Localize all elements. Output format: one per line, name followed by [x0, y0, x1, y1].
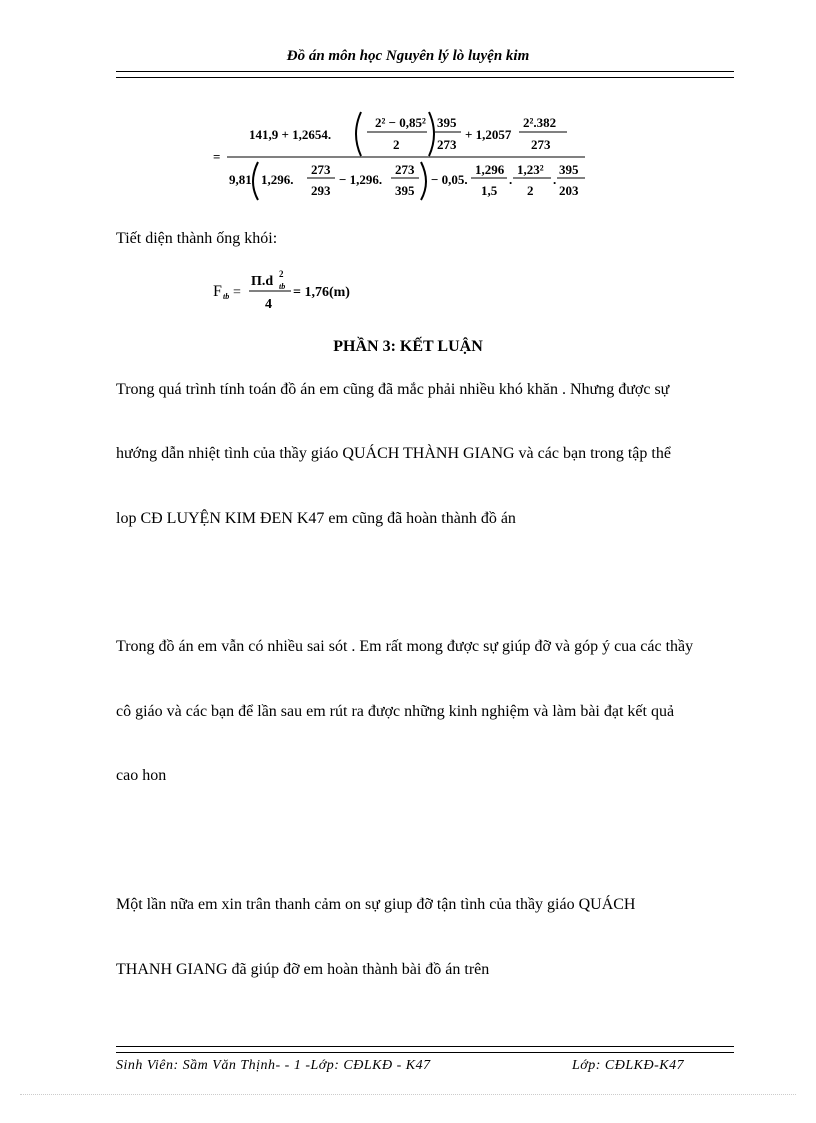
frac-d-num: 273 [311, 162, 331, 177]
formula-small-num-sub: tb [279, 282, 286, 291]
num-open-paren [356, 112, 361, 156]
header-rule [116, 71, 734, 78]
frac-f-den: 1,5 [481, 183, 498, 198]
frac-c-num: 2².382 [523, 115, 557, 130]
paragraph-1: Trong quá trình tính toán đồ án em cũng đã mắc phải nhiều khó khăn . Nhưng được sự [116, 381, 670, 398]
formula-chimney-area [213, 268, 373, 314]
den-term-5: . [509, 172, 513, 187]
formula-small-den: 4 [265, 297, 272, 312]
formula-lhs-sub: tb [223, 292, 230, 301]
den-close-paren [421, 162, 426, 200]
footer-class: Lớp: CĐLKĐ-K47 [572, 1058, 685, 1073]
paragraph-8: THANH GIANG đã giúp đỡ em hoàn thành bài đồ án trên [116, 961, 490, 978]
footer-rule [116, 1046, 734, 1053]
formula-small-rhs: = 1,76(m) [293, 285, 350, 300]
frac-g-den: 2 [527, 183, 534, 198]
formula-small-num-sup: 2 [279, 269, 284, 279]
frac-e-den: 395 [395, 183, 415, 198]
paragraph-5: cô giáo và các bạn để lần sau em rút ra được những kinh nghiệm và làm bài đạt kết quả [116, 703, 675, 720]
den-term-2: 1,296. [261, 172, 294, 187]
formula-equals: = [213, 149, 221, 164]
paragraph-3: lop CĐ LUYỆN KIM ĐEN K47 em cũng đã hoàn thành đồ án [116, 510, 516, 527]
frac-c-den: 273 [531, 137, 551, 152]
frac-b-den: 273 [437, 137, 457, 152]
paragraph-6: cao hon [116, 767, 167, 784]
document-header-title: Đồ án môn học Nguyên lý lò luyện kim [286, 48, 530, 64]
footer-student-info: Sinh Viên: Sầm Văn Thịnh- - 1 -Lớp: CĐLKĐ - K47 [116, 1058, 431, 1073]
frac-g-num: 1,23² [517, 162, 544, 177]
num-term-2: + 1,2057 [465, 127, 512, 142]
formula-draft-calculation [205, 104, 605, 204]
section-heading: PHẦN 3: KẾT LUẬN [333, 338, 483, 355]
paragraph-7: Một lần nữa em xin trân thanh cảm on sự giup đỡ tận tình của thầy giáo QUÁCH [116, 896, 636, 913]
page-bottom-border [20, 1094, 796, 1095]
frac-e-num: 273 [395, 162, 415, 177]
den-term-6: . [553, 172, 557, 187]
frac-f-num: 1,296 [475, 162, 505, 177]
frac-a-den: 2 [393, 137, 400, 152]
paragraph-4: Trong đồ án em vẫn có nhiều sai sót . Em rất mong được sự giúp đỡ và góp ý cua các thầy [116, 638, 694, 655]
den-term-3: − 1,296. [339, 172, 383, 187]
frac-a-num: 2² − 0,85² [375, 115, 426, 130]
section-label: Tiết diện thành ống khói: [116, 230, 278, 247]
frac-h-num: 395 [559, 162, 579, 177]
paragraph-2: hướng dẫn nhiệt tình của thầy giáo QUÁCH THÀNH GIANG và các bạn trong tập thể [116, 445, 671, 462]
frac-b-num: 395 [437, 115, 457, 130]
formula-small-num: Π.d [251, 274, 274, 289]
den-term-4: − 0,05. [431, 172, 468, 187]
frac-h-den: 203 [559, 183, 579, 198]
num-close-paren [429, 112, 434, 156]
den-term-1: 9,81 [229, 172, 252, 187]
formula-small-equals: = [233, 285, 241, 300]
frac-d-den: 293 [311, 183, 331, 198]
den-open-paren [253, 162, 258, 200]
num-term-1: 141,9 + 1,2654. [249, 127, 332, 142]
formula-lhs: F [213, 283, 222, 300]
